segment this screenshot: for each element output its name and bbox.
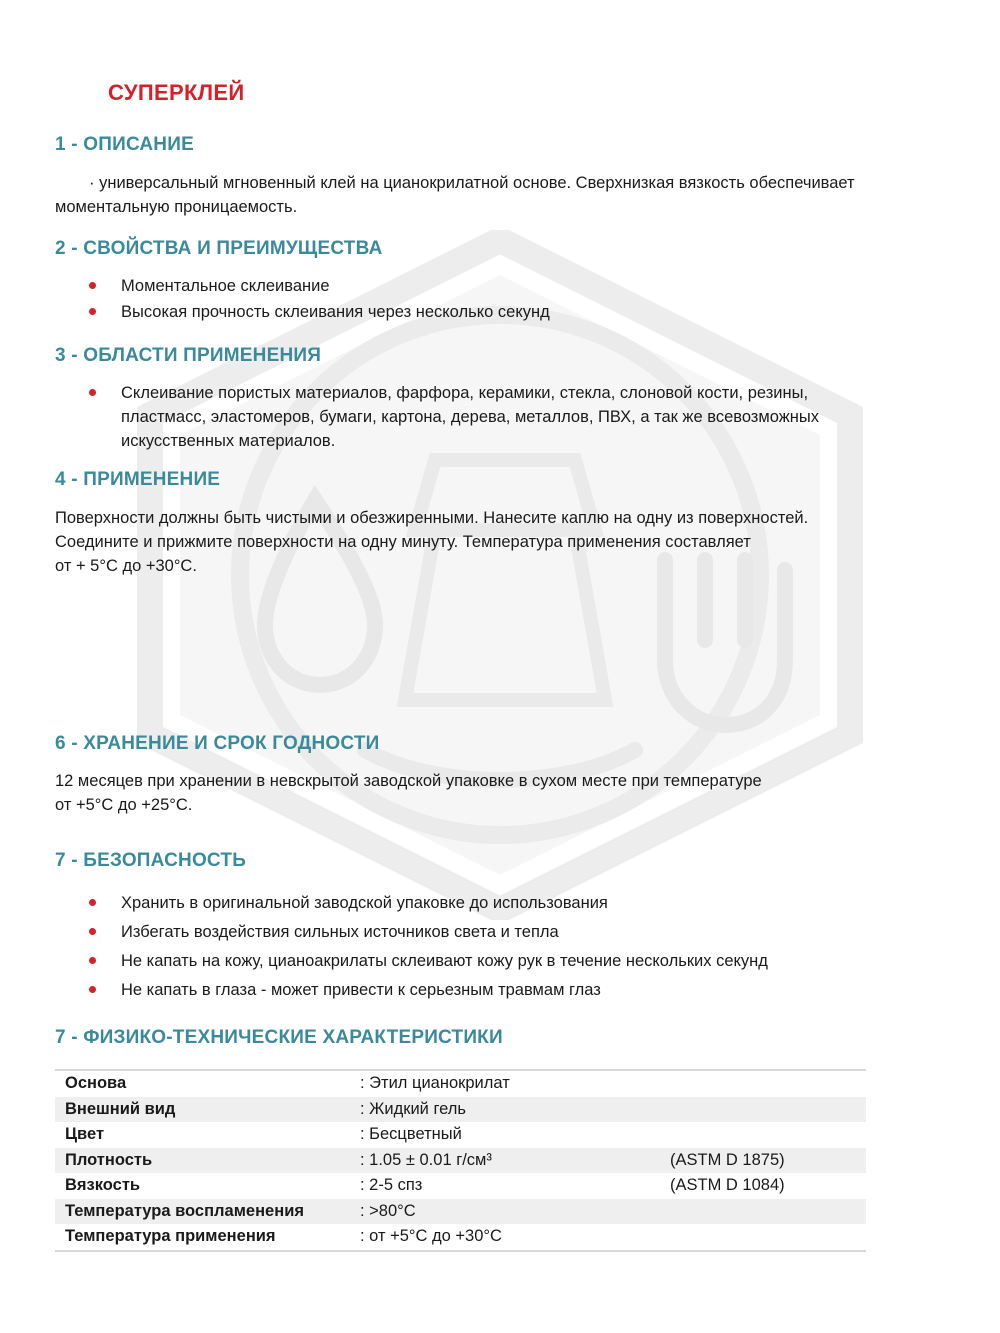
table-row (55, 1173, 866, 1199)
spec-standard (670, 1224, 866, 1251)
spec-standard (670, 1199, 866, 1225)
table-row (55, 1148, 866, 1174)
description-line-2: моментальную проницаемость. (55, 198, 298, 216)
spec-key: Основа (55, 1070, 360, 1097)
heading-storage: 6 - ХРАНЕНИЕ И СРОК ГОДНОСТИ (55, 733, 380, 754)
spec-key: Цвет (65, 1125, 105, 1144)
list-item-line: Склеивание пористых материалов, фарфора, керамики, стекла, слоновой кости, резины, (121, 384, 809, 402)
spec-standard: (ASTM D 1084) (670, 1176, 785, 1195)
table-row (55, 1199, 866, 1225)
application-line: от + 5°С до +30°С. (55, 557, 197, 575)
bullet-dot (89, 928, 96, 935)
table-row (55, 1122, 866, 1148)
spec-value: : Жидкий гель (360, 1097, 670, 1123)
application-text (55, 506, 955, 578)
list-item-text: Моментальное склеивание (121, 277, 330, 295)
bullet-dot (89, 308, 96, 315)
list-item-text: Хранить в оригинальной заводской упаковке до использования (121, 894, 608, 912)
list-item (0, 920, 901, 944)
spec-key: Плотность (55, 1148, 360, 1174)
list-item (0, 381, 901, 453)
bullet-dot (89, 957, 96, 964)
application-line: Соедините и прижмите поверхности на одну минуту. Температура применения составляет (55, 533, 751, 551)
heading-application: 4 - ПРИМЕНЕНИЕ (55, 469, 221, 490)
table-row (55, 1097, 866, 1123)
spec-standard (670, 1070, 866, 1097)
description-line-1-text: универсальный мгновенный клей на цианокрилатной основе. Сверхнизкая вязкость обеспечивает (99, 174, 855, 192)
list-item (0, 891, 901, 915)
description-line-1 (55, 171, 955, 195)
spec-value: : 2-5 спз (360, 1176, 423, 1195)
spec-key: Температура воспламенения (55, 1199, 360, 1225)
heading-areas: 3 - ОБЛАСТИ ПРИМЕНЕНИЯ (55, 345, 322, 366)
storage-text (55, 769, 955, 817)
safety-list (0, 891, 901, 1002)
list-item-line: пластмасс, эластомеров, бумаги, картона, дерева, металлов, ПВХ, а так же всевозможных (121, 408, 819, 426)
specs-table (55, 1069, 866, 1252)
description-marker: · (89, 174, 95, 192)
application-line: Поверхности должны быть чистыми и обезжиренными. Нанесите каплю на одну из поверхностей. (55, 509, 809, 527)
list-item-text: Избегать воздействия сильных источников света и тепла (121, 923, 559, 941)
list-item-text: Не капать на кожу, цианоакрилаты склеивают кожу рук в течение нескольких секунд (121, 952, 768, 970)
document-title: СУПЕРКЛЕЙ (108, 80, 245, 105)
properties-list (0, 274, 901, 324)
bullet-dot (89, 389, 96, 396)
spec-value: : >80°С (360, 1199, 670, 1225)
spec-key: Вязкость (65, 1176, 141, 1195)
spec-key: Температура применения (55, 1224, 360, 1251)
bullet-dot (89, 986, 96, 993)
storage-line: 12 месяцев при хранении в невскрытой заводской упаковке в сухом месте при температуре (55, 772, 762, 790)
spec-key: Внешний вид (55, 1097, 360, 1123)
spec-value: : Бесцветный (360, 1125, 462, 1144)
spec-standard: (ASTM D 1875) (670, 1148, 866, 1174)
list-item (0, 949, 901, 973)
spec-value: : 1.05 ± 0.01 г/см³ (360, 1148, 670, 1174)
heading-description: 1 - ОПИСАНИЕ (55, 134, 194, 155)
spec-value: : Этил цианокрилат (360, 1070, 670, 1097)
bullet-dot (89, 899, 96, 906)
list-item-text: Не капать в глаза - может привести к серьезным травмам глаз (121, 981, 601, 999)
heading-specs: 7 - ФИЗИКО-ТЕХНИЧЕСКИЕ ХАРАКТЕРИСТИКИ (55, 1027, 503, 1048)
description-text (55, 171, 955, 219)
areas-list (0, 381, 901, 453)
bullet-dot (89, 282, 96, 289)
table-row (55, 1070, 866, 1097)
storage-line: от +5°С до +25°С. (55, 796, 193, 814)
list-item (0, 300, 901, 324)
heading-properties: 2 - СВОЙСТВА И ПРЕИМУЩЕСТВА (55, 238, 383, 259)
list-item-line: искусственных материалов. (121, 432, 336, 450)
spec-standard (670, 1097, 866, 1123)
spec-value: : от +5°С до +30°С (360, 1224, 670, 1251)
list-item-text: Высокая прочность склеивания через несколько секунд (121, 303, 550, 321)
heading-safety: 7 - БЕЗОПАСНОСТЬ (55, 850, 247, 871)
list-item (0, 274, 901, 298)
list-item (0, 978, 901, 1002)
spec-standard (670, 1122, 866, 1148)
table-row (55, 1224, 866, 1251)
